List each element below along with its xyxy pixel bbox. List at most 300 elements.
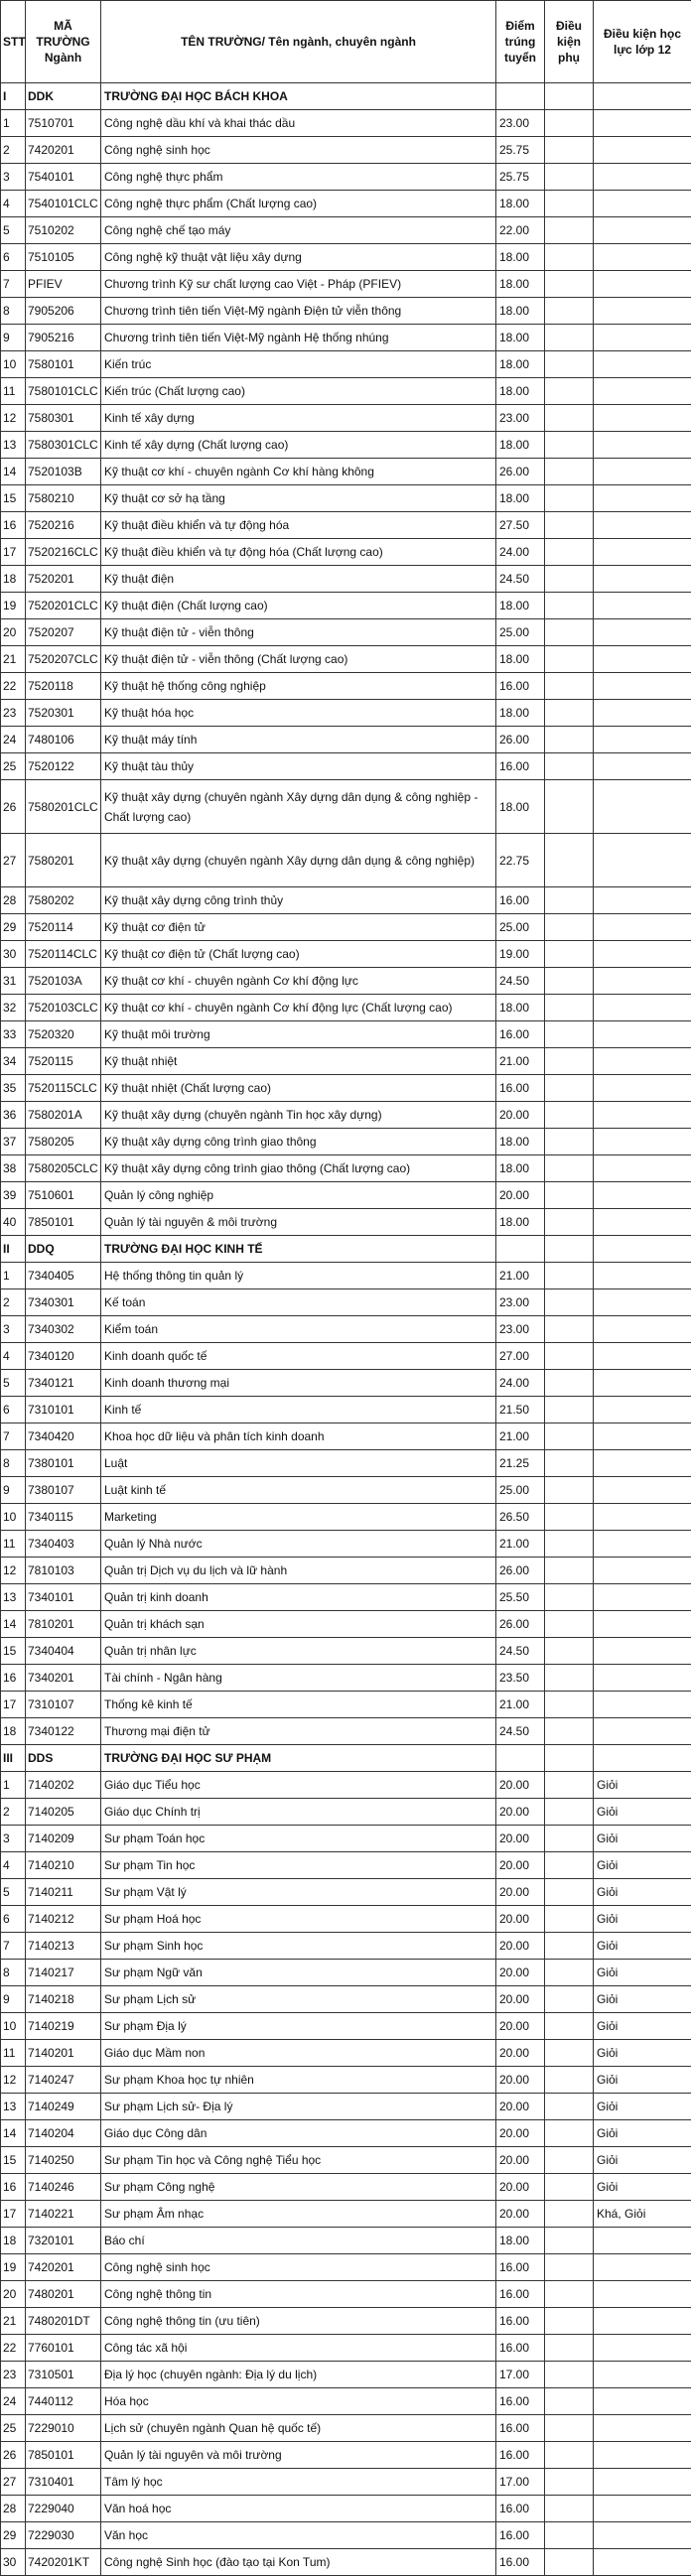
- condition-cell: [545, 137, 594, 164]
- name-cell: Kỹ thuật máy tính: [101, 727, 496, 753]
- rank-cell: [594, 405, 691, 432]
- rank-cell: [594, 325, 691, 351]
- score-cell: 16.00: [496, 2522, 545, 2549]
- rank-cell: [594, 727, 691, 753]
- stt-cell: 3: [1, 1826, 26, 1852]
- name-cell: Kỹ thuật cơ khí - chuyên ngành Cơ khí hàng không: [101, 459, 496, 485]
- section-code: DDQ: [26, 1236, 101, 1263]
- code-cell: 7510105: [26, 244, 101, 271]
- section-code: DDK: [26, 83, 101, 110]
- table-row: [1, 137, 691, 164]
- condition-cell: [545, 2120, 594, 2147]
- score-cell: 18.00: [496, 191, 545, 217]
- table-row: [1, 351, 691, 378]
- name-cell: Quản lý công nghiệp: [101, 1182, 496, 1209]
- code-cell: 7140204: [26, 2120, 101, 2147]
- condition-cell: [545, 1182, 594, 1209]
- stt-cell: 29: [1, 2522, 26, 2549]
- stt-cell: 26: [1, 2442, 26, 2469]
- code-cell: 7140210: [26, 1852, 101, 1879]
- condition-cell: [545, 217, 594, 244]
- rank-cell: [594, 941, 691, 968]
- rank-cell: [594, 619, 691, 646]
- rank-cell: [594, 1048, 691, 1075]
- name-cell: Sư phạm Công nghệ: [101, 2174, 496, 2201]
- table-row: [1, 1531, 691, 1558]
- code-cell: 7140212: [26, 1906, 101, 1933]
- score-cell: 16.00: [496, 753, 545, 780]
- rank-cell: Giỏi: [594, 2120, 691, 2147]
- condition-cell: [545, 191, 594, 217]
- table-row: [1, 753, 691, 780]
- code-cell: 7520114: [26, 914, 101, 941]
- table-row: [1, 1021, 691, 1048]
- name-cell: Kỹ thuật xây dựng (chuyên ngành Xây dựng dân dụng & công nghiệp): [101, 834, 496, 887]
- rank-cell: [594, 244, 691, 271]
- table-row: [1, 1799, 691, 1826]
- rank-cell: [594, 1638, 691, 1665]
- code-cell: 7340301: [26, 1289, 101, 1316]
- condition-cell: [545, 2094, 594, 2120]
- table-row: [1, 1477, 691, 1504]
- stt-cell: 36: [1, 1102, 26, 1129]
- section-title: TRƯỜNG ĐẠI HỌC BÁCH KHOA: [101, 83, 496, 110]
- rank-cell: Giỏi: [594, 1826, 691, 1852]
- name-cell: Sư phạm Khoa học tự nhiên: [101, 2067, 496, 2094]
- score-cell: 20.00: [496, 2120, 545, 2147]
- condition-cell: [545, 1477, 594, 1504]
- table-row: [1, 1397, 691, 1424]
- name-cell: Sư phạm Tin học và Công nghệ Tiểu học: [101, 2147, 496, 2174]
- stt-cell: 27: [1, 834, 26, 887]
- stt-cell: 12: [1, 1558, 26, 1584]
- stt-cell: 14: [1, 1611, 26, 1638]
- rank-cell: [594, 1584, 691, 1611]
- condition-cell: [545, 2522, 594, 2549]
- rank-cell: [594, 1611, 691, 1638]
- name-cell: Thương mại điện tử: [101, 1718, 496, 1745]
- table-row: [1, 1343, 691, 1370]
- code-cell: 7580201CLC: [26, 780, 101, 834]
- rank-cell: Giỏi: [594, 1933, 691, 1960]
- rank-cell: [594, 1209, 691, 1236]
- name-cell: Kỹ thuật cơ sở hạ tầng: [101, 485, 496, 512]
- code-cell: 7580201: [26, 834, 101, 887]
- stt-cell: 6: [1, 244, 26, 271]
- code-cell: 7520201: [26, 566, 101, 593]
- condition-cell: [545, 2442, 594, 2469]
- table-row: [1, 2147, 691, 2174]
- score-cell: 21.00: [496, 1424, 545, 1450]
- name-cell: Kỹ thuật cơ điện tử (Chất lượng cao): [101, 941, 496, 968]
- stt-cell: 8: [1, 1960, 26, 1986]
- rank-cell: Giỏi: [594, 1906, 691, 1933]
- rank-cell: [594, 1102, 691, 1129]
- rank-cell: [594, 2388, 691, 2415]
- rank-cell: [594, 2522, 691, 2549]
- stt-cell: 18: [1, 566, 26, 593]
- score-cell: 21.00: [496, 1263, 545, 1289]
- stt-cell: 16: [1, 512, 26, 539]
- condition-cell: [545, 1048, 594, 1075]
- name-cell: Kỹ thuật xây dựng công trình giao thông: [101, 1129, 496, 1155]
- rank-cell: Giỏi: [594, 2094, 691, 2120]
- stt-cell: 4: [1, 191, 26, 217]
- name-cell: Quản lý tài nguyên và môi trường: [101, 2442, 496, 2469]
- name-cell: Kiến trúc: [101, 351, 496, 378]
- rank-cell: [594, 834, 691, 887]
- name-cell: Công nghệ thông tin (ưu tiên): [101, 2308, 496, 2335]
- score-cell: 18.00: [496, 351, 545, 378]
- stt-cell: 20: [1, 2281, 26, 2308]
- score-cell: 25.75: [496, 164, 545, 191]
- name-cell: Giáo dục Mầm non: [101, 2040, 496, 2067]
- code-cell: 7480201DT: [26, 2308, 101, 2335]
- condition-cell: [545, 1960, 594, 1986]
- stt-cell: 9: [1, 1986, 26, 2013]
- condition-cell: [545, 351, 594, 378]
- score-cell: 24.50: [496, 1718, 545, 1745]
- code-cell: 7340120: [26, 1343, 101, 1370]
- score-cell: 18.00: [496, 432, 545, 459]
- rank-cell: [594, 83, 691, 110]
- score-cell: 16.00: [496, 887, 545, 914]
- table-row: [1, 1048, 691, 1075]
- score-cell: 18.00: [496, 271, 545, 298]
- code-cell: 7310107: [26, 1692, 101, 1718]
- condition-cell: [545, 1155, 594, 1182]
- stt-cell: 18: [1, 1718, 26, 1745]
- rank-cell: [594, 700, 691, 727]
- condition-cell: [545, 566, 594, 593]
- rank-cell: [594, 1263, 691, 1289]
- rank-cell: [594, 673, 691, 700]
- header-code: MÃ TRƯỜNG Ngành: [26, 1, 101, 83]
- table-row: [1, 1370, 691, 1397]
- code-cell: 7810103: [26, 1558, 101, 1584]
- code-cell: 7340122: [26, 1718, 101, 1745]
- code-cell: 7140211: [26, 1879, 101, 1906]
- rank-cell: [594, 887, 691, 914]
- table-row: [1, 164, 691, 191]
- table-row: [1, 2174, 691, 2201]
- code-cell: 7580201A: [26, 1102, 101, 1129]
- score-cell: 24.50: [496, 968, 545, 995]
- stt-cell: 35: [1, 1075, 26, 1102]
- table-row: [1, 2308, 691, 2335]
- stt-cell: 7: [1, 1933, 26, 1960]
- rank-cell: [594, 2335, 691, 2362]
- stt-cell: 9: [1, 1477, 26, 1504]
- table-row: [1, 1718, 691, 1745]
- name-cell: Sư phạm Lịch sử- Địa lý: [101, 2094, 496, 2120]
- code-cell: 7540101: [26, 164, 101, 191]
- stt-cell: 1: [1, 1772, 26, 1799]
- code-cell: 7520115: [26, 1048, 101, 1075]
- code-cell: 7420201: [26, 137, 101, 164]
- condition-cell: [545, 1236, 594, 1263]
- code-cell: 7229040: [26, 2496, 101, 2522]
- score-cell: 18.00: [496, 780, 545, 834]
- table-row: [1, 432, 691, 459]
- score-cell: 16.00: [496, 1021, 545, 1048]
- code-cell: 7480201: [26, 2281, 101, 2308]
- code-cell: 7850101: [26, 2442, 101, 2469]
- condition-cell: [545, 1826, 594, 1852]
- code-cell: 7520320: [26, 1021, 101, 1048]
- condition-cell: [545, 512, 594, 539]
- condition-cell: [545, 1531, 594, 1558]
- table-row: [1, 2067, 691, 2094]
- rank-cell: [594, 1692, 691, 1718]
- table-row: [1, 1289, 691, 1316]
- score-cell: 16.00: [496, 2388, 545, 2415]
- condition-cell: [545, 2388, 594, 2415]
- table-row: [1, 1155, 691, 1182]
- table-row: [1, 727, 691, 753]
- code-cell: 7580202: [26, 887, 101, 914]
- table-header: [1, 1, 691, 83]
- condition-cell: [545, 2281, 594, 2308]
- code-cell: 7310101: [26, 1397, 101, 1424]
- code-cell: 7340404: [26, 1638, 101, 1665]
- rank-cell: [594, 298, 691, 325]
- header-row: [1, 1, 691, 83]
- table-row: [1, 2362, 691, 2388]
- stt-cell: 24: [1, 2388, 26, 2415]
- table-row: [1, 1450, 691, 1477]
- score-cell: 23.50: [496, 1665, 545, 1692]
- condition-cell: [545, 2469, 594, 2496]
- code-cell: 7520207CLC: [26, 646, 101, 673]
- stt-cell: 31: [1, 968, 26, 995]
- table-row: [1, 646, 691, 673]
- stt-cell: 38: [1, 1155, 26, 1182]
- rank-cell: Giỏi: [594, 2040, 691, 2067]
- table-row: [1, 1906, 691, 1933]
- table-row: [1, 566, 691, 593]
- score-cell: 27.50: [496, 512, 545, 539]
- condition-cell: [545, 110, 594, 137]
- code-cell: 7420201KT: [26, 2549, 101, 2576]
- name-cell: Giáo dục Công dân: [101, 2120, 496, 2147]
- condition-cell: [545, 1424, 594, 1450]
- condition-cell: [545, 1584, 594, 1611]
- table-row: [1, 1638, 691, 1665]
- code-cell: 7810201: [26, 1611, 101, 1638]
- condition-cell: [545, 1129, 594, 1155]
- rank-cell: [594, 1155, 691, 1182]
- code-cell: 7140202: [26, 1772, 101, 1799]
- table-row: [1, 217, 691, 244]
- name-cell: Sư phạm Toán học: [101, 1826, 496, 1852]
- table-row: [1, 1102, 691, 1129]
- table-row: [1, 405, 691, 432]
- score-cell: 18.00: [496, 1155, 545, 1182]
- score-cell: 22.00: [496, 217, 545, 244]
- score-cell: 20.00: [496, 1182, 545, 1209]
- rank-cell: [594, 432, 691, 459]
- score-cell: 18.00: [496, 1129, 545, 1155]
- section-number: III: [1, 1745, 26, 1772]
- name-cell: Sư phạm Vật lý: [101, 1879, 496, 1906]
- condition-cell: [545, 325, 594, 351]
- score-cell: 18.00: [496, 593, 545, 619]
- stt-cell: 19: [1, 593, 26, 619]
- code-cell: 7510202: [26, 217, 101, 244]
- code-cell: 7520201CLC: [26, 593, 101, 619]
- name-cell: Kế toán: [101, 1289, 496, 1316]
- stt-cell: 16: [1, 1665, 26, 1692]
- stt-cell: 4: [1, 1343, 26, 1370]
- score-cell: 20.00: [496, 2094, 545, 2120]
- score-cell: 20.00: [496, 2067, 545, 2094]
- stt-cell: 7: [1, 271, 26, 298]
- rank-cell: [594, 995, 691, 1021]
- table-row: [1, 2415, 691, 2442]
- name-cell: Kỹ thuật xây dựng (chuyên ngành Xây dựng dân dụng & công nghiệp - Chất lượng cao): [101, 780, 496, 834]
- code-cell: 7340115: [26, 1504, 101, 1531]
- section-title: TRƯỜNG ĐẠI HỌC SƯ PHẠM: [101, 1745, 496, 1772]
- score-cell: 21.00: [496, 1531, 545, 1558]
- rank-cell: [594, 1718, 691, 1745]
- score-cell: 16.00: [496, 2335, 545, 2362]
- rank-cell: Giỏi: [594, 2067, 691, 2094]
- stt-cell: 22: [1, 2335, 26, 2362]
- score-cell: 20.00: [496, 2174, 545, 2201]
- rank-cell: Giỏi: [594, 1772, 691, 1799]
- score-cell: 18.00: [496, 646, 545, 673]
- condition-cell: [545, 2040, 594, 2067]
- rank-cell: [594, 1289, 691, 1316]
- table-row: [1, 1263, 691, 1289]
- table-row: [1, 244, 691, 271]
- name-cell: Sư phạm Tin học: [101, 1852, 496, 1879]
- name-cell: Văn học: [101, 2522, 496, 2549]
- code-cell: 7520103CLC: [26, 995, 101, 1021]
- name-cell: Công tác xã hội: [101, 2335, 496, 2362]
- name-cell: Kinh doanh quốc tế: [101, 1343, 496, 1370]
- section-title: TRƯỜNG ĐẠI HỌC KINH TẾ: [101, 1236, 496, 1263]
- condition-cell: [545, 2067, 594, 2094]
- code-cell: 7540101CLC: [26, 191, 101, 217]
- rank-cell: [594, 1370, 691, 1397]
- score-cell: 20.00: [496, 1772, 545, 1799]
- stt-cell: 10: [1, 1504, 26, 1531]
- stt-cell: 28: [1, 887, 26, 914]
- stt-cell: 5: [1, 1370, 26, 1397]
- stt-cell: 33: [1, 1021, 26, 1048]
- condition-cell: [545, 1852, 594, 1879]
- stt-cell: 9: [1, 325, 26, 351]
- stt-cell: 27: [1, 2469, 26, 2496]
- condition-cell: [545, 2549, 594, 2576]
- name-cell: Kỹ thuật điện tử - viễn thông (Chất lượng cao): [101, 646, 496, 673]
- stt-cell: 16: [1, 2174, 26, 2201]
- condition-cell: [545, 2308, 594, 2335]
- code-cell: 7140249: [26, 2094, 101, 2120]
- rank-cell: [594, 2281, 691, 2308]
- table-row: [1, 1879, 691, 1906]
- table-row: [1, 459, 691, 485]
- stt-cell: 2: [1, 1799, 26, 1826]
- rank-cell: [594, 753, 691, 780]
- name-cell: Công nghệ kỹ thuật vật liệu xây dựng: [101, 244, 496, 271]
- code-cell: 7340201: [26, 1665, 101, 1692]
- condition-cell: [545, 1718, 594, 1745]
- condition-cell: [545, 646, 594, 673]
- table-row: [1, 191, 691, 217]
- condition-cell: [545, 244, 594, 271]
- score-cell: 25.00: [496, 914, 545, 941]
- score-cell: 23.00: [496, 110, 545, 137]
- rank-cell: [594, 968, 691, 995]
- stt-cell: 7: [1, 1424, 26, 1450]
- condition-cell: [545, 1397, 594, 1424]
- code-cell: 7760101: [26, 2335, 101, 2362]
- condition-cell: [545, 378, 594, 405]
- score-cell: 20.00: [496, 1933, 545, 1960]
- score-cell: 22.75: [496, 834, 545, 887]
- name-cell: Báo chí: [101, 2228, 496, 2254]
- stt-cell: 17: [1, 539, 26, 566]
- stt-cell: 17: [1, 2201, 26, 2228]
- score-cell: 16.00: [496, 2254, 545, 2281]
- stt-cell: 3: [1, 164, 26, 191]
- table-row: [1, 1772, 691, 1799]
- name-cell: Luật kinh tế: [101, 1477, 496, 1504]
- stt-cell: 1: [1, 1263, 26, 1289]
- score-cell: 25.50: [496, 1584, 545, 1611]
- rank-cell: [594, 914, 691, 941]
- condition-cell: [545, 459, 594, 485]
- table-row: [1, 700, 691, 727]
- condition-cell: [545, 2496, 594, 2522]
- table-row: [1, 2442, 691, 2469]
- stt-cell: 14: [1, 2120, 26, 2147]
- score-cell: 20.00: [496, 2201, 545, 2228]
- stt-cell: 8: [1, 1450, 26, 1477]
- code-cell: 7520122: [26, 753, 101, 780]
- condition-cell: [545, 1692, 594, 1718]
- stt-cell: 20: [1, 619, 26, 646]
- code-cell: 7420201: [26, 2254, 101, 2281]
- name-cell: Sư phạm Sinh học: [101, 1933, 496, 1960]
- section-code: DDS: [26, 1745, 101, 1772]
- rank-cell: [594, 217, 691, 244]
- code-cell: 7580101CLC: [26, 378, 101, 405]
- code-cell: 7520216: [26, 512, 101, 539]
- code-cell: 7580101: [26, 351, 101, 378]
- code-cell: 7380101: [26, 1450, 101, 1477]
- score-cell: 21.00: [496, 1048, 545, 1075]
- code-cell: 7140213: [26, 1933, 101, 1960]
- name-cell: Công nghệ sinh học: [101, 2254, 496, 2281]
- code-cell: 7340121: [26, 1370, 101, 1397]
- section-row: [1, 1236, 691, 1263]
- stt-cell: 28: [1, 2496, 26, 2522]
- name-cell: Kinh tế xây dựng (Chất lượng cao): [101, 432, 496, 459]
- code-cell: 7580205CLC: [26, 1155, 101, 1182]
- name-cell: Công nghệ thông tin: [101, 2281, 496, 2308]
- rank-cell: [594, 1504, 691, 1531]
- table-row: [1, 1692, 691, 1718]
- condition-cell: [545, 1933, 594, 1960]
- name-cell: Giáo dục Chính trị: [101, 1799, 496, 1826]
- score-cell: 23.00: [496, 1289, 545, 1316]
- stt-cell: 25: [1, 753, 26, 780]
- code-cell: 7340101: [26, 1584, 101, 1611]
